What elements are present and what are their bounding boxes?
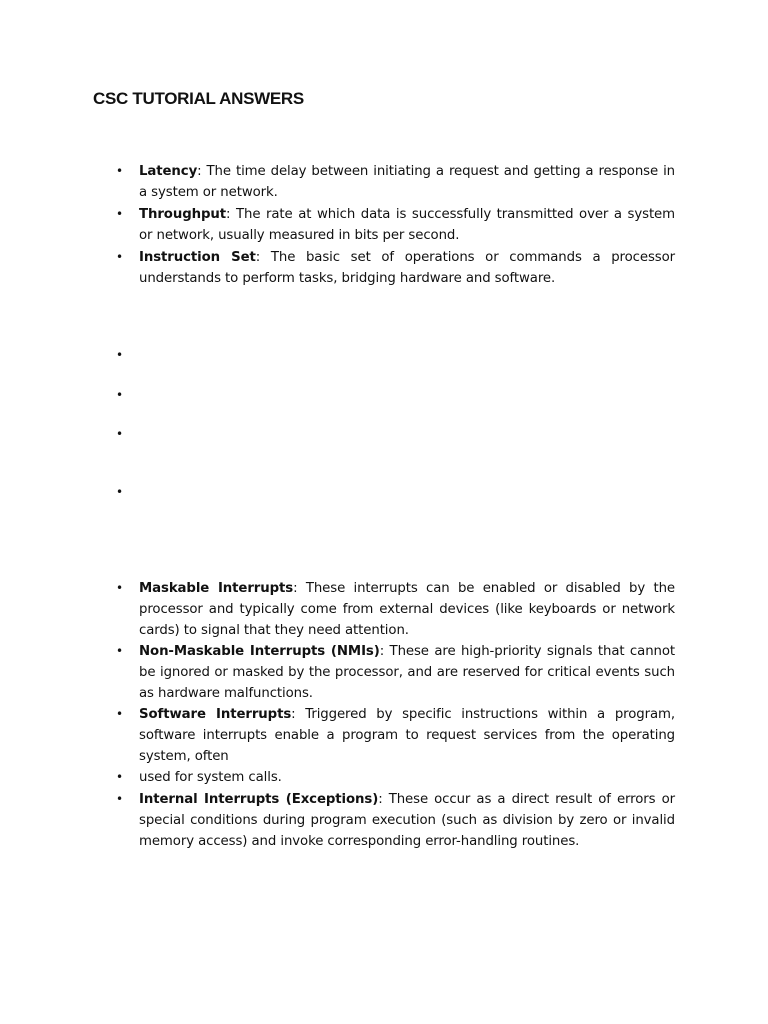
list-item: [139, 578, 675, 641]
list-item: [139, 161, 675, 203]
term-instruction-set: Instruction Set: [139, 250, 256, 265]
definition-latency: : The time delay between initiating a request and getting a response in a system or network.: [139, 164, 675, 200]
term-throughput: Throughput: [139, 207, 227, 222]
definition-non-maskable-interrupts: : These are high-priority signals that cannot be ignored or masked by the processor, and are reserved for critical events such as hardware malfunctions.: [139, 644, 675, 701]
empty-bullet: •: [116, 348, 124, 362]
list-bullet: •: [116, 792, 124, 806]
list-bullet: •: [116, 707, 124, 721]
empty-bullet: •: [116, 388, 124, 402]
list-item: [139, 204, 675, 246]
continuation-system-calls: used for system calls.: [139, 770, 282, 785]
list-item: [139, 789, 675, 852]
empty-bullet: •: [116, 485, 124, 499]
list-bullet: •: [116, 581, 124, 595]
definition-throughput: : The rate at which data is successfully transmitted over a system or network, usually measured in bits per second.: [139, 207, 675, 243]
list-item: [139, 247, 675, 289]
list-bullet: •: [116, 164, 124, 178]
term-non-maskable-interrupts: Non-Maskable Interrupts (NMIs): [139, 644, 380, 659]
definition-maskable-interrupts: : These interrupts can be enabled or disabled by the processor and typically come from external devices (like keyboards or network cards) to signal that they need attention.: [139, 581, 676, 638]
term-internal-interrupts: Internal Interrupts (Exceptions): [139, 792, 379, 807]
list-bullet: •: [116, 207, 124, 221]
term-maskable-interrupts: Maskable Interrupts: [139, 581, 294, 596]
empty-bullet: •: [116, 427, 124, 441]
definition-instruction-set: : The basic set of operations or commands a processor understands to perform tasks, bridging hardware and software.: [139, 250, 676, 286]
term-software-interrupts: Software Interrupts: [139, 707, 292, 722]
list-bullet: •: [116, 250, 124, 264]
page-title: CSC TUTORIAL ANSWERS: [93, 89, 304, 108]
definition-internal-interrupts: : These occur as a direct result of errors or special conditions during program execution (such as division by zero or invalid memory access) and invoke corresponding error-handling routines.: [139, 792, 675, 849]
list-item: [139, 767, 675, 788]
list-bullet: •: [116, 644, 124, 658]
list-bullet: •: [116, 770, 124, 784]
list-item: [139, 704, 675, 767]
definition-software-interrupts: : Triggered by specific instructions within a program, software interrupts enable a program to request services from the operating system, often: [139, 707, 676, 764]
list-item: [139, 641, 675, 704]
term-latency: Latency: [139, 164, 198, 179]
